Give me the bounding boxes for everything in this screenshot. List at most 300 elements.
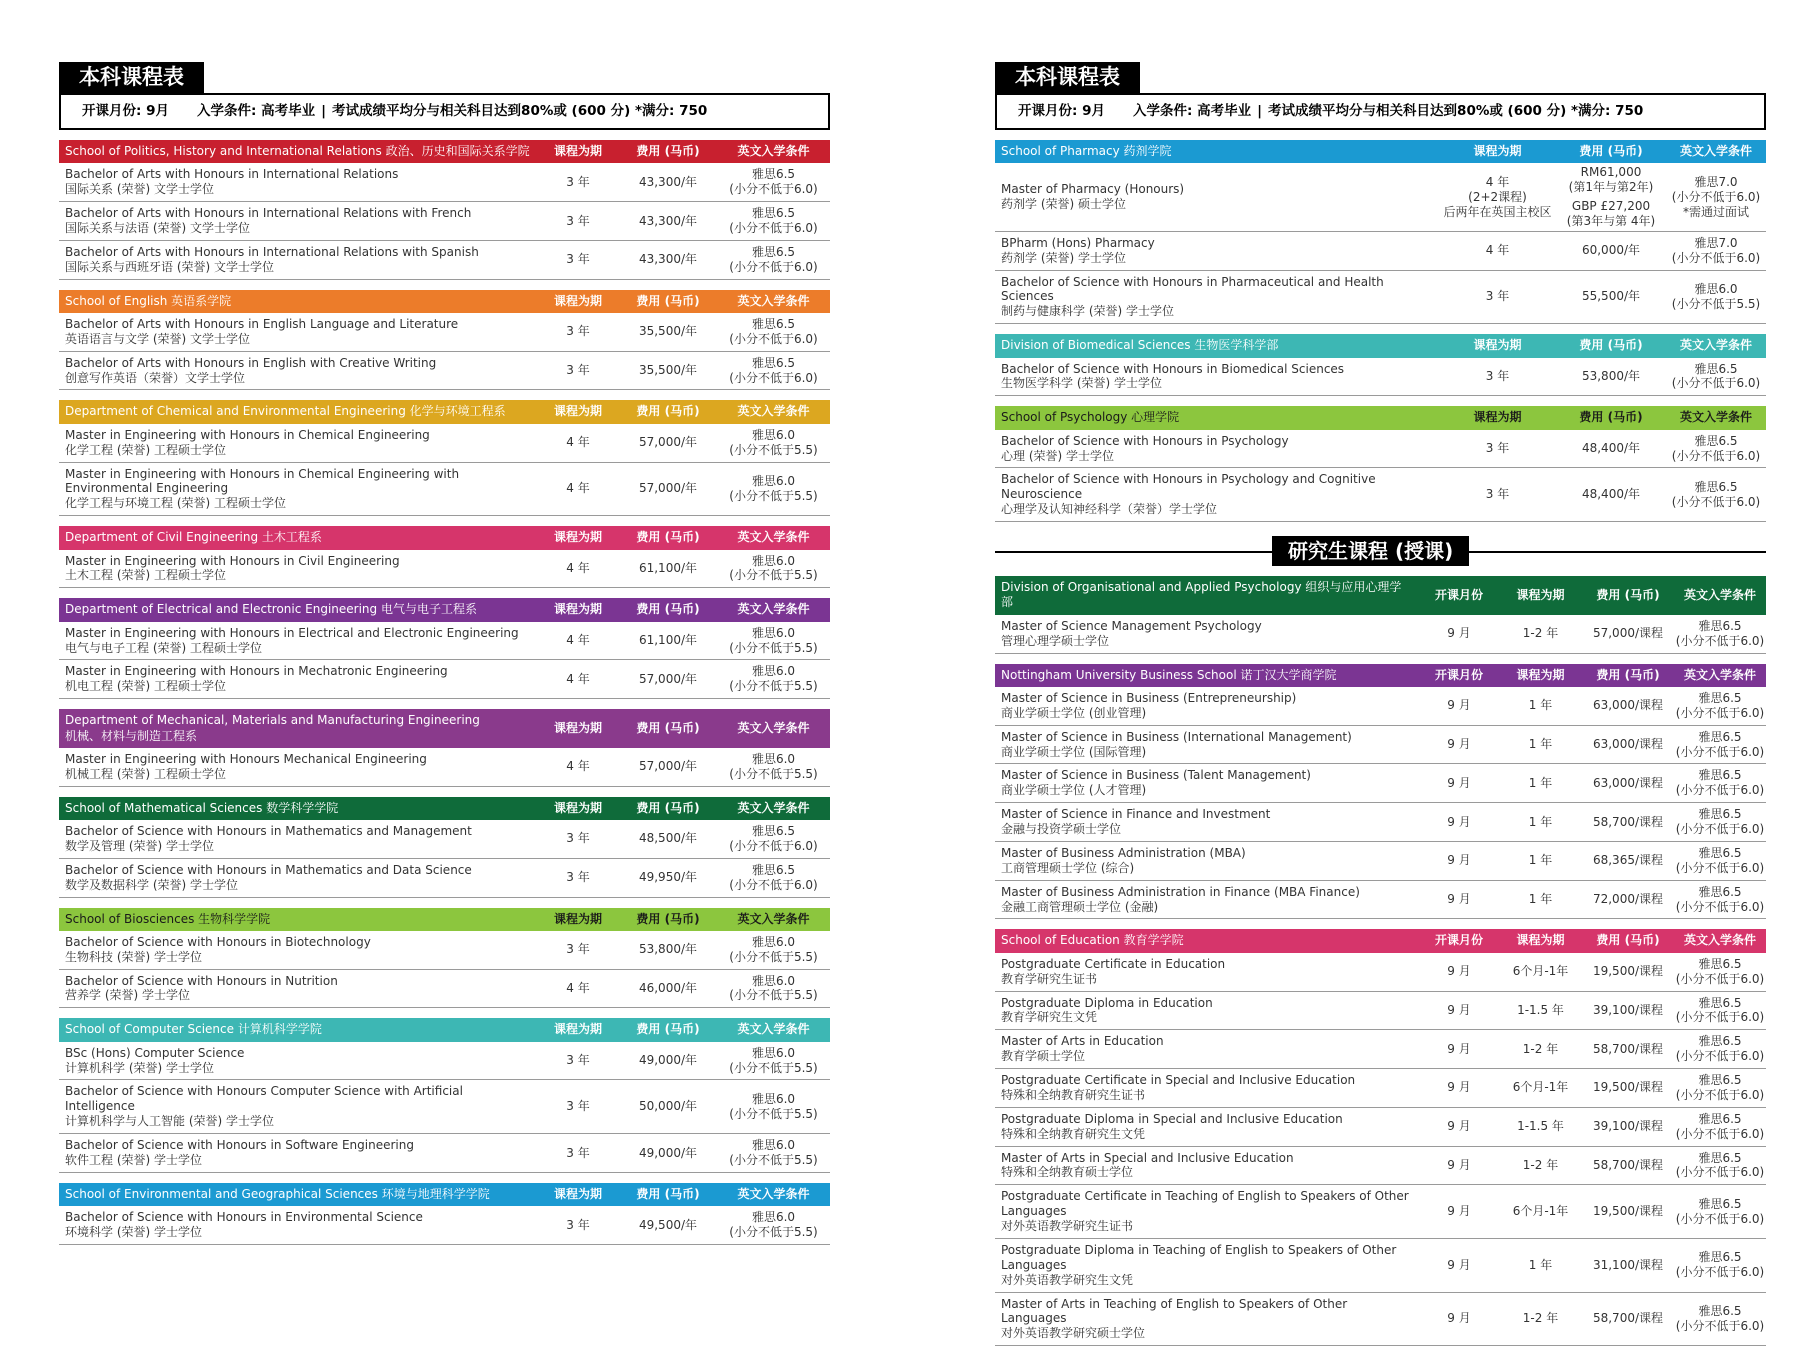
program-name-cn: 对外英语教学研究生证书: [1001, 1219, 1134, 1234]
fee-header: 费用 (马币): [1579, 410, 1643, 425]
intake-month: 9 月: [1447, 964, 1471, 979]
english-requirement: [1674, 619, 1766, 649]
program-name-en: Bachelor of Arts with Honours in International Relations with French: [65, 206, 472, 221]
duration: 4 年: [566, 671, 590, 686]
ielts-score: 雅思6.0: [1694, 282, 1738, 297]
ielts-subscore: (小分不低于5.5): [729, 679, 818, 694]
english-requirement: [1674, 1304, 1766, 1334]
school-header: [59, 709, 830, 748]
requirement-header: 英文入学条件: [1683, 933, 1756, 948]
program-name: [995, 1293, 1419, 1346]
english-requirement: [1666, 480, 1766, 510]
tuition-fee: 39,100/课程: [1592, 1119, 1664, 1134]
english-requirement: [717, 863, 830, 893]
program-name-en: Master of Business Administration (MBA): [1001, 845, 1246, 860]
ielts-score: 雅思6.0: [751, 664, 796, 679]
program-name: [995, 178, 1439, 216]
program-name: [995, 271, 1439, 324]
program-name-en: Postgraduate Certificate in Education: [1001, 956, 1226, 971]
school-name-line: School of Psychology 心理学院: [1001, 410, 1180, 425]
program-row: [995, 842, 1766, 881]
school-section: [59, 709, 830, 786]
ielts-score: 雅思6.5: [1698, 1303, 1742, 1318]
ielts-score: 雅思6.0: [751, 427, 796, 442]
program-name-en: Bachelor of Science with Honours in Psychology and Cognitive Neuroscience: [1001, 472, 1376, 502]
program-name: [995, 232, 1439, 270]
intake-month: 9 月: [1447, 626, 1471, 641]
program-name-cn: 特殊和全纳教育研究生文凭: [1001, 1126, 1146, 1141]
school-name-line: Department of Chemical and Environmental Engineering 化学与环境工程系: [65, 404, 506, 419]
school-section: [59, 290, 830, 391]
program-name-en: Bachelor of Science with Honours in Mathematics and Data Science: [65, 862, 472, 877]
program-row: [995, 430, 1766, 469]
ielts-score: 雅思6.5: [1698, 845, 1742, 860]
ielts-score: 雅思6.5: [751, 206, 796, 221]
program-name-en: Master of Science in Business (Talent Management): [1001, 768, 1311, 783]
school-header: [59, 140, 830, 163]
school-header: [59, 908, 830, 931]
school-name: [59, 908, 537, 931]
tuition-fee: 39,100/课程: [1592, 1002, 1664, 1017]
requirement-line: 雅思7.0: [1694, 174, 1738, 189]
program-name: [995, 726, 1419, 764]
program-row: [59, 1080, 830, 1134]
duration: 3 年: [566, 174, 590, 189]
program-row: [59, 1042, 830, 1081]
ielts-subscore: (小分不低于5.5): [729, 1225, 818, 1240]
english-requirement: [1674, 1112, 1766, 1142]
ielts-subscore: (小分不低于5.5): [729, 568, 818, 583]
ielts-score: 雅思6.5: [1698, 729, 1742, 744]
duration: 4 年: [566, 435, 590, 450]
program-name-cn: 国际关系与西班牙语 (荣誉) 文学士学位: [65, 259, 274, 274]
program-name-en: Master in Engineering with Honours in Civil Engineering: [65, 553, 400, 568]
program-name-cn: 生物科技 (荣誉) 学士学位: [65, 949, 202, 964]
school-name: [59, 1018, 537, 1041]
school-name: [995, 664, 1419, 687]
school-name: [995, 406, 1439, 429]
program-name-en: Bachelor of Science with Honours in Environmental Science: [65, 1210, 423, 1225]
program-row: [59, 820, 830, 859]
page-title: 本科课程表: [59, 62, 204, 93]
program-name-cn: 教育学硕士学位: [1001, 1049, 1086, 1064]
tuition-fee: 58,700/课程: [1592, 1311, 1664, 1326]
ielts-subscore: (小分不低于6.0): [1675, 860, 1765, 875]
program-name-en: Master of Business Administration in Finance (MBA Finance): [1001, 884, 1360, 899]
duration-header: 课程为期: [1516, 587, 1565, 602]
fee-header: 费用 (马币): [636, 720, 700, 735]
program-row: [59, 748, 830, 787]
requirement-header: 英文入学条件: [737, 602, 810, 617]
ielts-subscore: (小分不低于6.0): [729, 259, 818, 274]
school-section: [59, 598, 830, 699]
program-name: [59, 859, 537, 897]
ielts-subscore: (小分不低于6.0): [1675, 1010, 1765, 1025]
program-name: [59, 352, 537, 390]
school-header: [995, 406, 1766, 429]
program-name-cn: 环境科学 (荣誉) 学士学位: [65, 1225, 202, 1240]
ielts-subscore: (小分不低于6.0): [729, 370, 818, 385]
program-name-en: Master of Science in Finance and Investment: [1001, 807, 1271, 822]
school-header: [995, 334, 1766, 357]
program-row: [59, 660, 830, 699]
duration: 6个月-1年: [1512, 1080, 1569, 1095]
program-name-en: Bachelor of Science with Honours in Biomedical Sciences: [1001, 361, 1345, 376]
tuition-fee: 53,800/年: [638, 942, 698, 957]
program-name: [59, 550, 537, 588]
program-name: [59, 241, 537, 279]
tuition-fee: 53,800/年: [1581, 369, 1641, 384]
school-list: [995, 140, 1766, 522]
duration: 4 年: [566, 481, 590, 496]
ielts-score: 雅思6.0: [751, 751, 796, 766]
duration-header: 课程为期: [553, 530, 602, 545]
program-name-en: Bachelor of Arts with Honours in International Relations with Spanish: [65, 244, 479, 259]
duration: 1 年: [1528, 698, 1553, 713]
duration: 1-2 年: [1522, 1311, 1559, 1326]
english-requirement: [1674, 846, 1766, 876]
tuition-fee: 63,000/课程: [1592, 737, 1664, 752]
ielts-score: 雅思6.5: [1698, 618, 1742, 633]
fee-header: 费用 (马币): [636, 530, 700, 545]
program-row: [995, 468, 1766, 522]
ielts-subscore: (小分不低于6.0): [1675, 705, 1765, 720]
tuition-fee: 63,000/课程: [1592, 775, 1664, 790]
program-name: [59, 163, 537, 201]
program-name: [59, 313, 537, 351]
program-row: [995, 881, 1766, 920]
program-name: [995, 1030, 1419, 1068]
ielts-score: 雅思6.0: [751, 1045, 796, 1060]
school-name: [59, 290, 537, 313]
program-name-en: Master of Arts in Education: [1001, 1034, 1164, 1049]
program-row: [995, 1069, 1766, 1108]
program-name: [995, 468, 1439, 521]
duration-header: 课程为期: [553, 800, 602, 815]
school-section: [995, 334, 1766, 396]
school-name: [59, 140, 537, 163]
program-name-cn: 创意写作英语（荣誉）文学士学位: [65, 370, 246, 385]
program-name-cn: 特殊和全纳教育硕士学位: [1001, 1165, 1134, 1180]
english-requirement: [1674, 1250, 1766, 1280]
ielts-subscore: (小分不低于5.5): [729, 988, 818, 1003]
admission-info: [59, 93, 830, 130]
english-requirement: [1674, 1073, 1766, 1103]
ielts-score: 雅思6.5: [1698, 995, 1742, 1010]
ielts-subscore: (小分不低于6.0): [1675, 971, 1765, 986]
school-name-line: Department of Mechanical, Materials and Manufacturing Engineering: [65, 713, 480, 728]
school-name: [59, 709, 537, 748]
program-row: [995, 803, 1766, 842]
duration: 1 年: [1528, 1257, 1553, 1272]
program-name-cn: 机电工程 (荣誉) 工程硕士学位: [65, 679, 226, 694]
ielts-score: 雅思6.0: [751, 474, 796, 489]
requirement-header: 英文入学条件: [737, 800, 810, 815]
separator: |: [1257, 103, 1263, 119]
program-row: [995, 764, 1766, 803]
program-row: [995, 615, 1766, 654]
program-name: [59, 622, 537, 660]
school-name-line: School of Politics, History and International Relations 政治、历史和国际关系学院: [65, 144, 530, 158]
tuition-fee: 35,500/年: [638, 363, 698, 378]
program-row: [995, 687, 1766, 726]
school-header: [995, 929, 1766, 952]
program-row: [995, 1147, 1766, 1186]
program-name-cn: 化学工程与环境工程 (荣誉) 工程硕士学位: [65, 496, 286, 511]
program-row: [59, 550, 830, 589]
ielts-score: 雅思6.5: [751, 824, 796, 838]
school-section: [995, 929, 1766, 1346]
fee-header: 费用 (马币): [636, 404, 700, 419]
english-requirement: [1674, 885, 1766, 915]
school-name-line: Division of Biomedical Sciences 生物医学科学部: [1001, 338, 1279, 353]
school-header: [59, 526, 830, 549]
school-header: [995, 576, 1766, 615]
english-requirement: [717, 554, 830, 584]
ielts-subscore: (小分不低于5.5): [729, 488, 818, 503]
ielts-subscore: (小分不低于6.0): [1675, 1126, 1765, 1141]
program-name-cn: 国际关系 (荣誉) 文学士学位: [65, 182, 214, 197]
duration-line: 4 年: [1485, 174, 1510, 189]
entry-requirement: 入学条件: 高考毕业: [1133, 103, 1252, 119]
english-requirement: [1674, 996, 1766, 1026]
school-name: [59, 526, 537, 549]
program-row: [59, 970, 830, 1009]
tuition-fee: 50,000/年: [638, 1099, 698, 1114]
ielts-subscore: (小分不低于6.0): [1671, 250, 1761, 265]
requirement-line: (小分不低于6.0): [1671, 189, 1761, 204]
english-requirement: [717, 245, 830, 275]
program-row: [59, 859, 830, 898]
duration: 6个月-1年: [1512, 964, 1569, 979]
ielts-subscore: (小分不低于6.0): [1675, 1087, 1765, 1102]
school-section: [995, 664, 1766, 920]
ielts-score: 雅思6.5: [1698, 1073, 1742, 1088]
program-name-en: Bachelor of Arts with Honours in International Relations: [65, 167, 399, 182]
program-row: [995, 992, 1766, 1031]
program-name: [995, 803, 1419, 841]
school-name-line: School of Computer Science 计算机科学学院: [65, 1022, 322, 1037]
school-name: [59, 797, 537, 820]
program-name-cn: 数学及管理 (荣誉) 学士学位: [65, 838, 214, 853]
school-name: [59, 400, 537, 423]
duration: 4 年: [566, 759, 590, 774]
intake-month: 9 月: [1447, 892, 1471, 907]
program-name-cn: 药剂学 (荣誉) 学士学位: [1001, 250, 1126, 265]
duration: 3 年: [566, 831, 590, 846]
english-requirement: [717, 1046, 830, 1076]
requirement-header: 英文入学条件: [1679, 144, 1752, 158]
school-section: [59, 400, 830, 516]
program-name-en: Bachelor of Arts with Honours in English Language and Literature: [65, 316, 459, 331]
intake-month: 9 月: [1447, 1204, 1471, 1219]
intake-header: 开课月份: [1434, 667, 1483, 682]
left-page: [59, 62, 830, 1245]
school-name-line: Department of Electrical and Electronic Engineering 电气与电子工程系: [65, 602, 477, 617]
intake-header: 开课月份: [1434, 587, 1483, 602]
duration-header: 课程为期: [1516, 933, 1565, 948]
program-name-cn: 商业学硕士学位 (国际管理): [1001, 744, 1147, 759]
ielts-score: 雅思6.5: [1698, 807, 1742, 822]
school-header: [995, 664, 1766, 687]
ielts-subscore: (小分不低于5.5): [729, 1106, 818, 1121]
program-name: [59, 463, 537, 516]
tuition-fee: 61,100/年: [638, 633, 698, 648]
program-row: [59, 463, 830, 517]
entry-requirement: 入学条件: 高考毕业: [197, 103, 316, 119]
fee-line: (第3年与第 4年): [1566, 213, 1656, 228]
english-requirement: [717, 167, 830, 197]
school-list: [59, 140, 830, 1245]
school-header: [59, 1018, 830, 1041]
duration: 3 年: [1485, 369, 1510, 384]
ielts-subscore: (小分不低于6.0): [729, 838, 818, 853]
duration: 1-2 年: [1522, 1157, 1559, 1172]
fee-header: 费用 (马币): [636, 293, 700, 308]
fee-header: 费用 (马币): [636, 1022, 700, 1037]
intake-month: 9 月: [1447, 698, 1471, 713]
school-name: [995, 140, 1439, 163]
tuition-fee: 48,500/年: [638, 831, 698, 846]
english-requirement: [1666, 236, 1766, 266]
ielts-subscore: (小分不低于6.0): [1675, 744, 1765, 759]
ielts-subscore: (小分不低于6.0): [1675, 633, 1765, 648]
duration-header: 课程为期: [553, 602, 602, 617]
requirement-header: 英文入学条件: [737, 911, 810, 926]
program-name: [59, 820, 537, 858]
duration: 3 年: [566, 363, 590, 378]
program-name: [59, 660, 537, 698]
duration-header: 课程为期: [553, 720, 602, 735]
program-name: [59, 748, 537, 786]
program-name: [995, 842, 1419, 880]
program-name-cn: 对外英语教学研究硕士学位: [1001, 1326, 1146, 1341]
school-name-line: School of Environmental and Geographical Sciences 环境与地理科学学院: [65, 1186, 490, 1201]
program-name: [59, 1042, 537, 1080]
duration-header: 课程为期: [553, 144, 602, 158]
program-row: [995, 163, 1766, 232]
requirement-header: 英文入学条件: [737, 404, 810, 419]
ielts-score: 雅思6.5: [1698, 768, 1742, 783]
program-row: [995, 1239, 1766, 1293]
requirement-header: 英文入学条件: [737, 1022, 810, 1037]
program-name: [995, 615, 1419, 653]
ielts-score: 雅思6.5: [1698, 956, 1742, 971]
school-section: [59, 1183, 830, 1245]
requirement-header: 英文入学条件: [737, 530, 810, 545]
program-row: [59, 931, 830, 970]
ielts-subscore: (小分不低于5.5): [729, 1060, 818, 1075]
program-name-en: Postgraduate Certificate in Special and Inclusive Education: [1001, 1073, 1356, 1088]
program-name-cn: 国际关系与法语 (荣誉) 文学士学位: [65, 220, 250, 235]
program-name: [995, 358, 1439, 396]
intake-month: 9 月: [1447, 814, 1471, 829]
duration: 3 年: [566, 942, 590, 957]
right-page: [995, 62, 1766, 1346]
fee-header: 费用 (马币): [636, 144, 700, 158]
school-name-line: Department of Civil Engineering 土木工程系: [65, 530, 322, 545]
duration-header: 课程为期: [1473, 338, 1522, 353]
english-requirement: [1674, 1151, 1766, 1181]
fee-header: 费用 (马币): [1579, 338, 1643, 353]
school-name-line: School of Pharmacy 药剂学院: [1001, 144, 1172, 158]
english-requirement: [1674, 1197, 1766, 1227]
ielts-score: 雅思6.0: [751, 1091, 796, 1106]
program-name-en: Master in Engineering with Honours in Mechatronic Engineering: [65, 664, 448, 679]
english-requirement: [717, 626, 830, 656]
program-name-en: Master in Engineering with Honours in Electrical and Electronic Engineering: [65, 625, 519, 640]
duration: 1-1.5 年: [1517, 1119, 1564, 1134]
program-row: [59, 163, 830, 202]
ielts-subscore: (小分不低于6.0): [1671, 494, 1761, 509]
ielts-score: 雅思6.0: [751, 1138, 796, 1153]
school-header: [59, 290, 830, 313]
ielts-subscore: (小分不低于6.0): [1671, 376, 1761, 391]
program-name-cn: 计算机科学 (荣誉) 学士学位: [65, 1060, 214, 1075]
intake-month: 9 月: [1447, 737, 1471, 752]
tuition-fee: 58,700/课程: [1592, 1157, 1664, 1172]
ielts-subscore: (小分不低于5.5): [729, 766, 818, 781]
school-header: [995, 140, 1766, 163]
tuition-fee: 58,700/课程: [1592, 814, 1664, 829]
english-requirement: [717, 206, 830, 236]
program-name-cn: 生物医学科学 (荣誉) 学士学位: [1001, 376, 1162, 391]
program-name-en: Master of Arts in Teaching of English to Speakers of Other Languages: [1001, 1296, 1348, 1326]
duration: 3 年: [566, 252, 590, 267]
school-section: [59, 908, 830, 1009]
program-name-en: Postgraduate Certificate in Teaching of English to Speakers of Other Languages: [1001, 1189, 1409, 1219]
duration: 1 年: [1528, 892, 1553, 907]
program-name: [995, 1147, 1419, 1185]
school-name: [59, 598, 537, 621]
school-name-line: 机械、材料与制造工程系: [65, 728, 198, 743]
program-name: [59, 1080, 537, 1133]
tuition-fee: 43,300/年: [638, 252, 698, 267]
fee-line: GBP £27,200: [1571, 199, 1651, 214]
program-name-cn: 对外英语教学研究生文凭: [1001, 1272, 1134, 1287]
ielts-subscore: (小分不低于6.0): [729, 877, 818, 892]
tuition-fee: 49,000/年: [638, 1145, 698, 1160]
program-name-en: BSc (Hons) Computer Science: [65, 1045, 245, 1060]
duration-line: (2+2课程): [1468, 189, 1527, 204]
program-name-cn: 计算机科学与人工智能 (荣誉) 学士学位: [65, 1114, 274, 1129]
duration: 3 年: [566, 1145, 590, 1160]
duration: 3 年: [566, 1099, 590, 1114]
ielts-score: 雅思6.0: [751, 553, 796, 568]
program-name-en: Bachelor of Science with Honours in Mathematics and Management: [65, 824, 472, 838]
duration: 4 年: [566, 633, 590, 648]
ielts-score: 雅思6.5: [751, 167, 796, 182]
school-section: [995, 140, 1766, 324]
tuition-fee: 58,700/课程: [1592, 1041, 1664, 1056]
separator: |: [321, 103, 327, 119]
ielts-subscore: (小分不低于6.0): [729, 182, 818, 197]
ielts-score: 雅思6.5: [1698, 1034, 1742, 1049]
score-requirement: 考试成绩平均分与相关科目达到80%或 (600 分) *满分: 750: [332, 103, 708, 119]
requirement-header: 英文入学条件: [737, 293, 810, 308]
tuition-fee: 60,000/年: [1581, 243, 1641, 258]
tuition-fee: 55,500/年: [1581, 289, 1641, 304]
program-row: [995, 1030, 1766, 1069]
program-name: [995, 430, 1439, 468]
program-row: [59, 352, 830, 391]
school-section: [59, 797, 830, 898]
tuition-fee: 63,000/课程: [1592, 698, 1664, 713]
duration: 1 年: [1528, 737, 1553, 752]
english-requirement: [717, 935, 830, 965]
duration-header: 课程为期: [553, 293, 602, 308]
school-header: [59, 797, 830, 820]
